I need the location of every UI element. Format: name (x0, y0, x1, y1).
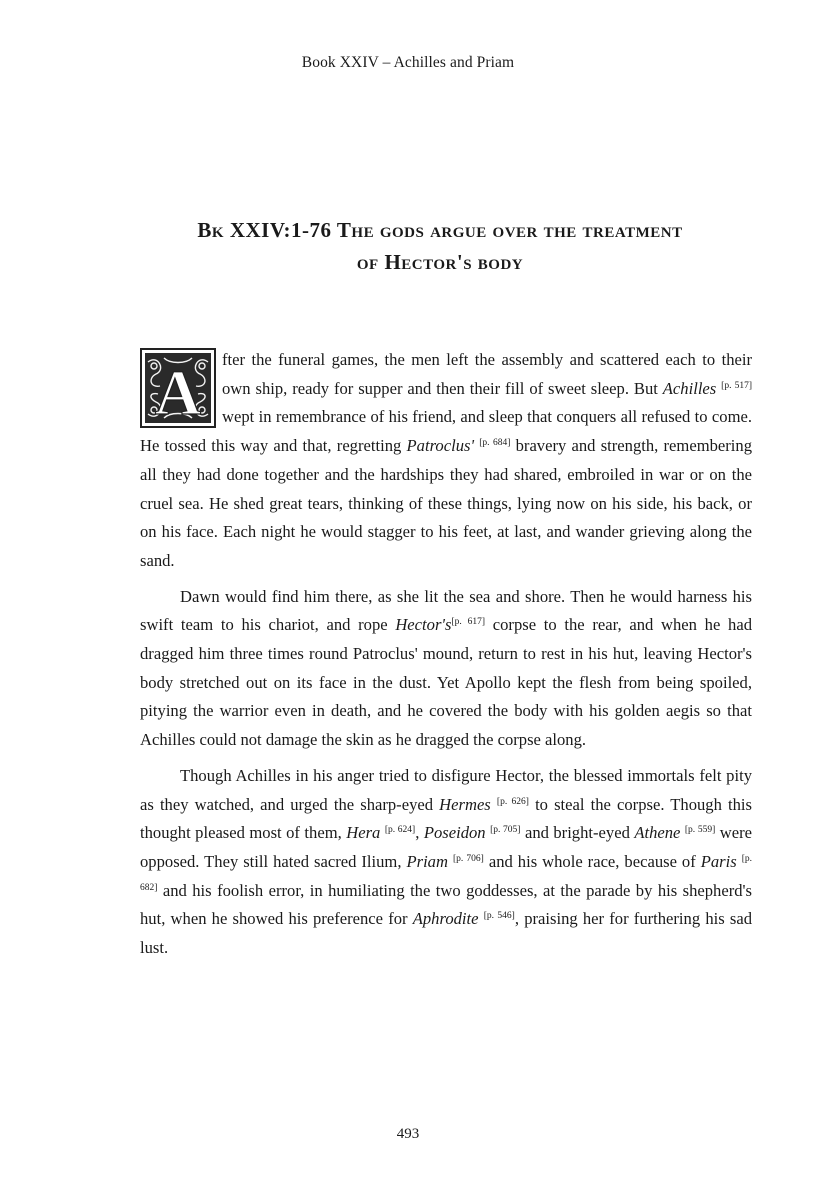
page-number: 493 (396, 1126, 420, 1142)
text-run: to steal the corpse. Though this thought pleased most of them, (140, 794, 752, 843)
name-hector: Hector's (395, 615, 452, 635)
name-patroclus: Patroclus' (406, 436, 474, 456)
text-run: wept in remembrance of his friend, and sleep that conquers all refused to come. He tossed this way and that, regretting (140, 407, 752, 456)
name-paris: Paris (700, 851, 737, 871)
page-reference: [p. 517] (721, 380, 753, 391)
page-reference: [p. 626] (496, 796, 529, 807)
name-priam: Priam (406, 851, 448, 871)
text-run: Though Achilles in his anger tried to disfigure Hector, the blessed immortals felt pity as they watched, and urged the sharp-eyed (140, 765, 752, 814)
page-reference: [p. 617] (451, 617, 486, 628)
text-run: fter the funeral games, the men left the assembly and scattered each to their own ship, ready for supper and then their fill of sweet sleep. But (222, 350, 752, 398)
paragraph-3 (140, 762, 752, 963)
chapter-title-line-1: Bk XXIV:1-76 The gods argue over the treatment (197, 218, 683, 242)
drop-cap-ornament (140, 348, 216, 428)
name-athene: Athene (634, 823, 681, 843)
text-run: and his foolish error, in humiliating the two goddesses, at the parade by his shepherd's hut, when he showed his preference for (140, 880, 752, 929)
text-run: Dawn would find him there, as she lit the sea and shore. Then he would harness his swift team to his chariot, and rope (140, 586, 752, 635)
page-reference: [p. 559] (684, 825, 716, 836)
page-reference: [p. 706] (452, 853, 484, 864)
running-head: Book XXIV – Achilles and Priam (301, 54, 515, 71)
chapter-title (120, 214, 760, 278)
drop-cap-letter: A (154, 357, 202, 428)
paragraph-2 (140, 583, 752, 755)
page-reference: [p. 624] (384, 825, 416, 836)
name-aphrodite: Aphrodite (412, 909, 479, 929)
chapter-title-line-2: of Hector's body (356, 250, 524, 274)
name-hera: Hera (346, 823, 381, 843)
text-run: , praising her for furthering his sad lust. (140, 909, 753, 958)
name-poseidon: Poseidon (423, 823, 486, 843)
text-run: and his whole race, because of (483, 851, 701, 871)
name-achilles: Achilles (662, 378, 717, 398)
text-run: , (415, 823, 424, 843)
text-run: were opposed. They still hated sacred Ilium, (140, 823, 753, 871)
page-reference: [p. 546] (483, 911, 515, 922)
paragraph-1 (140, 346, 752, 576)
text-run: corpse to the rear, and when he had dragged him three times round Patroclus' mound, return to rest in his hut, leaving Hector's body stretched out on its face in the dust. Yet Apollo kept the flesh from being spoiled, pitying the warrior even in death, and he covered the body with his golden aegis so that Achilles could not damage the skin as he dragged the corpse along. (140, 615, 752, 750)
text-run: and bright-eyed (520, 823, 635, 843)
name-hermes: Hermes (439, 794, 491, 814)
page-reference: [p. 684] (479, 438, 511, 449)
text-run: bravery and strength, remembering all they had done together and the hardships they had shared, embroiled in war or on the cruel sea. He shed great tears, thinking of these things, lying now on his side, his back, or on his face. Each night he would stagger to his feet, at last, and wander grieving along the sand. (140, 436, 752, 570)
page-reference: [p. 682] (140, 853, 752, 893)
page-reference: [p. 705] (490, 825, 521, 836)
body-text (140, 346, 752, 970)
